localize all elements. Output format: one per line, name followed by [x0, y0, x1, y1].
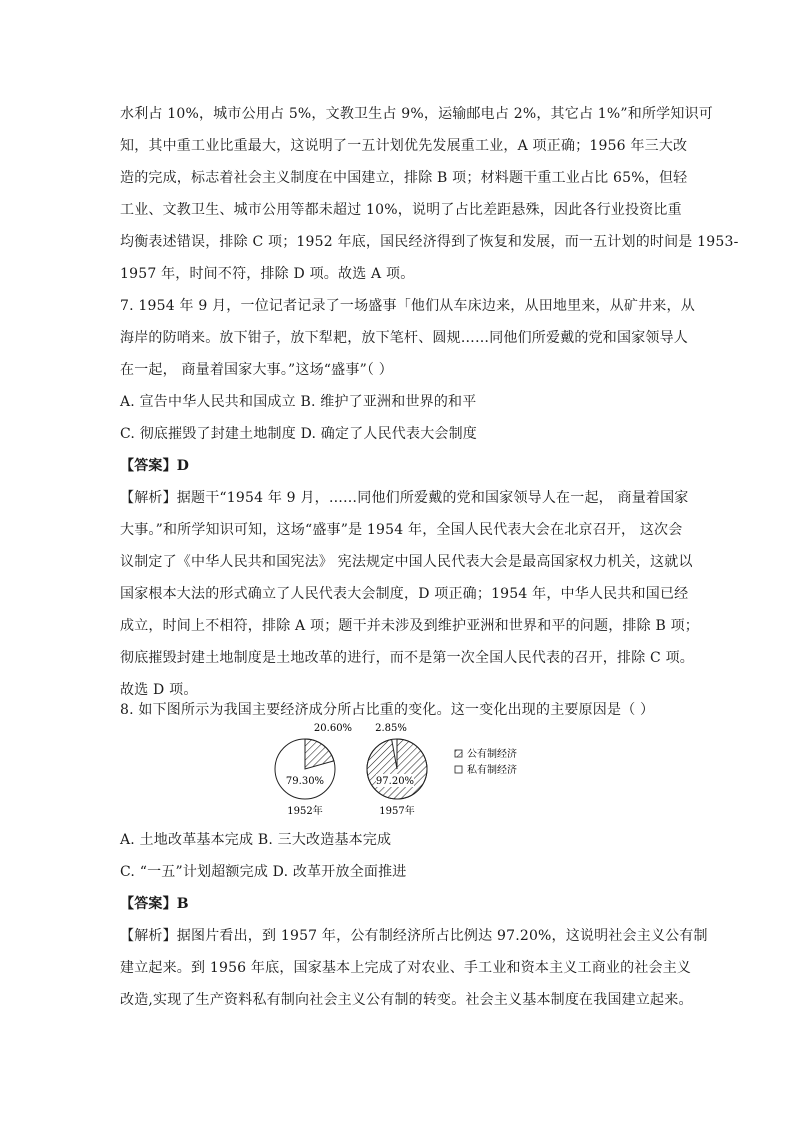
- option-line: A. 宣告中华人民共和国成立 B. 维护了亚洲和世界的和平: [120, 394, 477, 410]
- option-line: C. “一五”计划超额完成 D. 改革开放全面推进: [120, 864, 407, 880]
- text-line: 成立，时间上不相符，排除 A 项；题干并未涉及到维护亚洲和世界和平的问题，排除 B 项；: [120, 618, 699, 634]
- text-line: 在一起， 商量着国家大事。”这场“盛事”（ ）: [120, 362, 393, 378]
- pie-label-public: 97.20%: [375, 776, 415, 787]
- answer-label: 【答案】B: [120, 896, 189, 912]
- text-line: 工业、文教卫生、城市公用等都未超过 10%，说明了占比差距悬殊，因此各行业投资比重: [120, 202, 682, 218]
- pie-year-label: 1952年: [287, 806, 323, 817]
- text-line: 水利占 10%，城市公用占 5%，文教卫生占 9%，运输邮电占 2%，其它占 1%”和所学知识可: [120, 106, 713, 122]
- pie-label-private: 79.30%: [285, 776, 325, 787]
- text-line: 均衡表述错误，排除 C 项；1952 年底，国民经济得到了恢复和发展，而一五计划的时间是 1953-: [120, 234, 739, 250]
- pie-year-label: 1957年: [379, 806, 415, 817]
- option-line: A. 土地改革基本完成 B. 三大改造基本完成: [120, 832, 392, 848]
- legend-public: 公有制经济: [467, 749, 517, 760]
- text-line: 建立起来。到 1956 年底，国家基本上完成了对农业、手工业和资本主义工商业的社会主义: [120, 960, 692, 976]
- text-line: 1957 年，时间不符，排除 D 项。故选 A 项。: [120, 266, 415, 282]
- economy-pie-charts: [255, 718, 555, 820]
- analysis-line: 【解析】据题干“1954 年 9 月，……同他们所爱戴的党和国家领导人在一起， 商量着国家: [120, 490, 689, 506]
- answer-label: 【答案】D: [120, 458, 190, 474]
- text-line: 彻底摧毁封建土地制度是土地改革的进行，而不是第一次全国人民代表的召开，排除 C 项。: [120, 650, 695, 666]
- legend-private: 私有制经济: [467, 765, 517, 776]
- question-7-line: 7. 1954 年 9 月，一位记者记录了一场盛事「他们从车床边来，从田地里来，从矿井来，从: [120, 298, 695, 314]
- pie-label-public: 20.60%: [313, 723, 353, 734]
- text-line: 大事。”和所学知识可知，这场“盛事”是 1954 年，全国人民代表大会在北京召开， 这次会: [120, 522, 683, 538]
- legend-swatch-public: [455, 750, 462, 757]
- text-line: 故选 D 项。: [120, 682, 198, 698]
- legend-swatch-private: [455, 766, 462, 773]
- text-line: 造的完成，标志着社会主义制度在中国建立，排除 B 项；材料题干重工业占比 65%，但轻: [120, 170, 688, 186]
- option-line: C. 彻底摧毁了封建土地制度 D. 确定了人民代表大会制度: [120, 426, 477, 442]
- analysis-line: 【解析】据图片看出，到 1957 年，公有制经济所占比例达 97.20%，这说明社会主义公有制: [120, 928, 708, 944]
- text-line: 议制定了《中华人民共和国宪法》 宪法规定中国人民代表大会是最高国家权力机关，这就以: [120, 554, 693, 570]
- text-line: 海岸的防哨来。放下钳子，放下犁耙，放下笔杆、圆规……同他们所爱戴的党和国家领导人: [120, 330, 688, 346]
- text-line: 知，其中重工业比重最大，这说明了一五计划优先发展重工业，A 项正确；1956 年三大改: [120, 138, 688, 154]
- text-line: 国家根本大法的形式确立了人民代表大会制度，D 项正确；1954 年，中华人民共和国已经: [120, 586, 689, 602]
- question-8-line: 8. 如下图所示为我国主要经济成分所占比重的变化。这一变化出现的主要原因是（ ）: [120, 702, 655, 718]
- text-line: 改造,实现了生产资料私有制向社会主义公有制的转变。社会主义基本制度在我国建立起来。: [120, 992, 693, 1008]
- pie-label-private: 2.85%: [375, 723, 407, 734]
- pie-slice-public: [367, 739, 427, 799]
